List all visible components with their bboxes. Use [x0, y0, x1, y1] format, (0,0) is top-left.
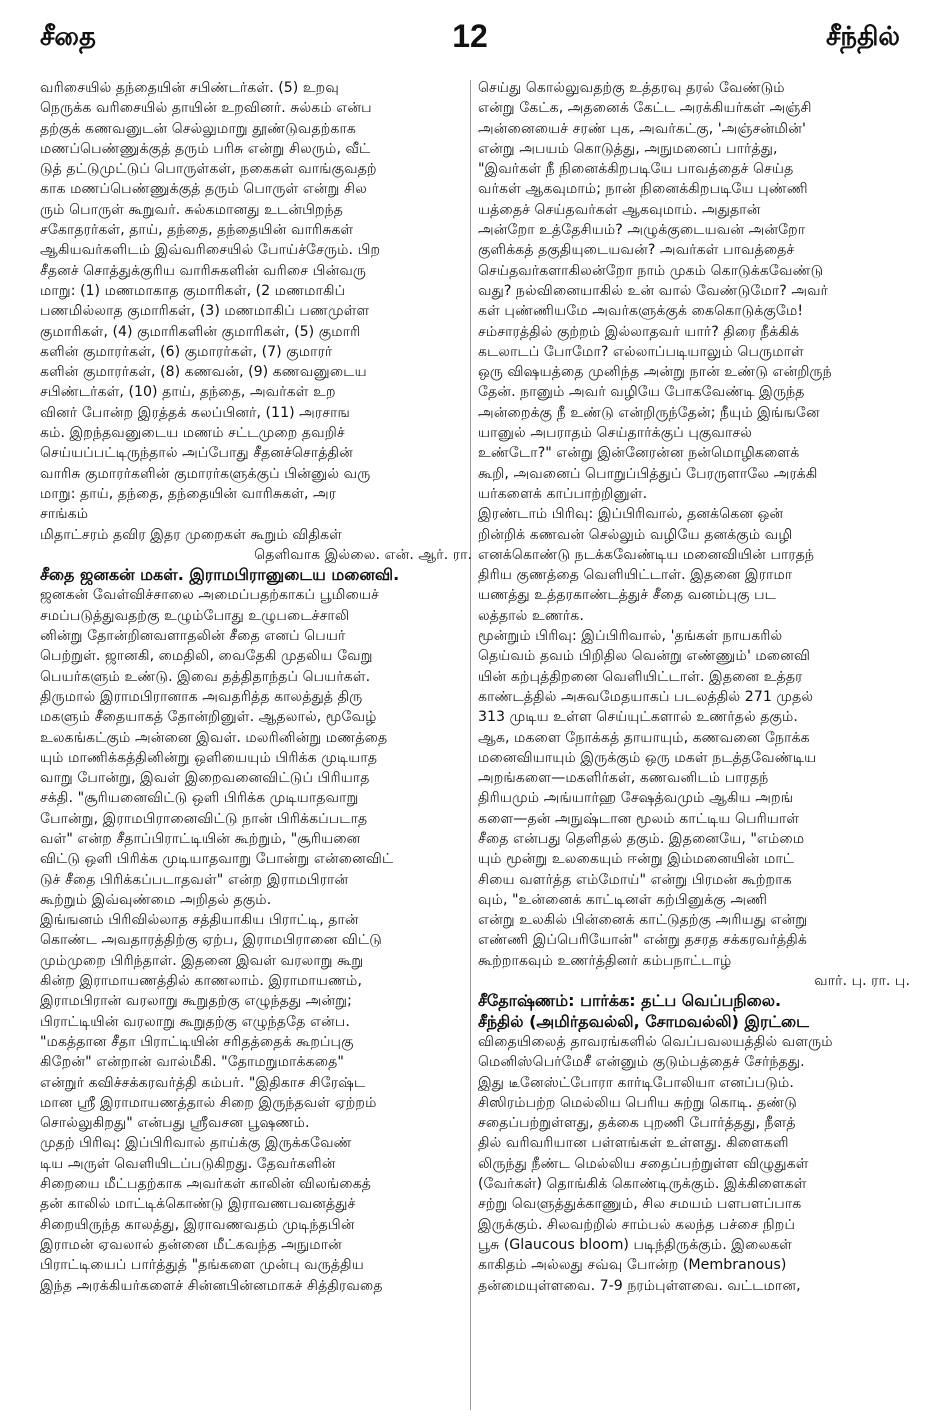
- text-line: மனைவியாயும் இருக்கும் ஒரு மகள் நடத்தவேண்டிய: [478, 749, 817, 766]
- text-line: லிருந்து நீண்ட மெல்லிய சதைப்பற்றுள்ள விழுதுகள்: [478, 1155, 809, 1172]
- text-line: டுத் தட்டுமுட்டுப் பொருள்கள், நகைகள் வாங்குவதற்: [40, 161, 377, 178]
- text-line: யர்களைக் காப்பாற்றினுள்.: [478, 485, 648, 502]
- text-line: நெருக்க வரிசையில் தாயின் உறவினர். சுல்கம் என்ப: [40, 100, 372, 117]
- text-line: சற்று வெளுத்துக்காணும், சில சமயம் பளபளப்பாக: [478, 1196, 802, 1213]
- text-line: "மகத்தான சீதா பிராட்டியின் சரிதத்தைக் கூறப்புகு: [40, 1033, 354, 1050]
- text-line: திருமால் இராமபிரானாக அவதரித்த காலத்துத் திரு: [40, 688, 363, 705]
- text-line: சிஸிரம்பற்ற மெல்லிய பெரிய சுற்று கொடி. தண்டு: [478, 1094, 797, 1111]
- text-line: அன்றைக்கு நீ உண்டு என்றிருந்தேன்; நீயும் இங்ஙனே: [478, 404, 820, 421]
- text-line: தெய்வம் தவம் பிறிதில வென்று எண்ணும்' மனைவி: [478, 648, 811, 665]
- text-line: சொல்லுகிறது" என்பது ஸ்ரீவசன பூஷணம்.: [40, 1115, 310, 1132]
- text-line: எனக்கொண்டு நடக்கவேண்டிய மனைவியின் பாரதந்: [478, 546, 815, 563]
- text-line: அறங்களை—மகளிர்கள், கணவனிடம் பாரதந்: [478, 770, 769, 787]
- text-line: கம். இறந்தவனுடைய மணம் சட்டமுறை தவறிச்: [40, 425, 345, 442]
- running-head-left: சீதை: [40, 22, 96, 52]
- text-line: மணப்பெண்ணுக்குத் தரும் பரிசு என்று சிலரும், வீட்: [40, 140, 371, 157]
- text-line: யின் கற்புத்திறனை வெளியிட்டாள். இதனை உத்தர: [478, 668, 803, 685]
- text-line: காண்டத்தில் அசுவமேதயாகப் படலத்தில் 271 முதல்: [478, 688, 814, 705]
- text-line: யும் மாணிக்கத்தினின்று ஒளியையும் பிரிக்க முடியாத: [40, 749, 378, 766]
- text-line: மெனிஸ்பெர்மேசீ என்னும் குடும்பத்தைச் சேர்ந்தது.: [478, 1054, 805, 1071]
- text-line: னின்று தோன்றினவளாதலின் சீதை எனப் பெயர்: [40, 628, 346, 645]
- text-line: சீதனச் சொத்துக்குரிய வாரிசுகளின் வரிசை பின்வரு: [40, 262, 367, 279]
- text-line: கூற்றும் இவ்வுண்மை அறிதல் தகும்.: [40, 891, 272, 908]
- text-line: என்றுர் கவிச்சக்கரவர்த்தி கம்பர். "இதிகாச சிரேஷ்ட: [40, 1074, 366, 1091]
- text-line: தில் வரிவரியான பள்ளங்கள் உள்ளது. கிளைகளி: [478, 1135, 789, 1152]
- text-line: அன்னையைச் சரண் புக, அவர்கட்கு, 'அஞ்சன்மின்': [478, 120, 806, 137]
- text-line: மாறு: தாய், தந்தை, தந்தையின் வாரிசுகள், அர: [40, 485, 337, 502]
- text-line: கூற்றாகவும் உணர்த்தினர் கம்பநாட்டாழ்: [478, 952, 732, 969]
- text-line: என்று கேட்க, அதனைக் கேட்ட அரக்கியர்கள் அஞ்சி: [478, 100, 812, 117]
- text-line: போன்று, இராமபிரானைவிட்டு நான் பிரிக்கப்படாத: [40, 810, 368, 827]
- page-header: [0, 0, 940, 60]
- text-line: மகளும் சீதையாகத் தோன்றினுள். ஆதலால், மூவேழ்: [40, 709, 377, 726]
- text-line: ரும் பொருள் கூறுவர். சுல்கமானது உடன்பிறந்த: [40, 201, 344, 218]
- text-line: குமாரிகள், (4) குமாரிகளின் குமாரிகள், (5) குமாரி: [40, 323, 361, 340]
- text-line: உலகங்கட்கும் அன்னை இவள். மலரினின்று மணத்தை: [40, 729, 388, 746]
- text-line: காகிதம் அல்லது சவ்வு போன்ற (Membranous): [478, 1257, 787, 1274]
- text-line: சீதை ஜனகன் மகள். இராமபிரானுடைய மனைவி.: [40, 565, 400, 585]
- text-line: காக மணப்பெண்ணுக்குத் தரும் பொருள் என்று சில: [40, 181, 367, 198]
- text-line: பிராட்டியைப் பார்த்துத் "தங்களை முன்பு வருத்திய: [40, 1257, 364, 1274]
- text-line: தேன். நானும் அவர் வழியே போகவேண்டி இருந்த: [478, 384, 805, 401]
- right-column: [478, 78, 910, 1413]
- text-line: திரிய குணத்தை வெளியிட்டாள். இதனை இராமா: [478, 567, 793, 584]
- text-line: சபிண்டர்கள், (10) தாய், தந்தை, அவர்கள் உற: [40, 384, 336, 401]
- text-line: சகோதரர்கள், தாய், தந்தை, தந்தையின் வாரிசுகள்: [40, 222, 354, 239]
- text-line: யணத்து உத்தரகாண்டத்துச் சீதை வனம்புகு பட: [478, 587, 776, 604]
- text-line: கடலாடப் போமோ? எல்லாப்படியாலும் பெருமாள்: [478, 343, 804, 360]
- text-line: பூசு (Glaucous bloom) படிந்திருக்கும். இலைகள்: [478, 1236, 793, 1253]
- text-line: டிய அருள் வெளியிடப்படுகிறது. தேவர்களின்: [40, 1155, 336, 1172]
- text-line: சிறையை மீட்பதற்காக அவர்கள் காலின் விலங்கைத்: [40, 1176, 372, 1193]
- text-line: வினர் போன்ற இரத்தக் கலப்பினர், (11) அரசாங: [40, 404, 350, 421]
- page-number: 12: [452, 18, 488, 54]
- text-line: வும், "உன்னைக் காட்டினள் கற்பினுக்கு அணி: [478, 891, 768, 908]
- text-line: கிறேன்" என்றான் வால்மீகி. "தோமறுமாக்கதை": [40, 1054, 344, 1071]
- text-line: திரியமும் அங்யார்ஹ சேஷத்வமும் ஆகிய அறங்: [478, 790, 794, 807]
- text-line: என்று அபயம் கொடுத்து, அநுமனைப் பார்த்து,: [478, 140, 778, 157]
- text-line: பணமில்லாத குமாரிகள், (3) மணமாகிப் பணமுள்ள: [40, 303, 370, 320]
- text-line: சியை வளர்த்த எம்மோய்" என்று பிரமன் கூற்றாக: [478, 871, 792, 888]
- text-line: சதைப்பற்றுள்ளது, தக்கை புறணி போர்த்தது, நீளத்: [478, 1115, 796, 1132]
- text-line: களை—தன் அநுஷ்டான மூலம் காட்டிய பெரியாள்: [478, 810, 800, 827]
- text-line: இந்த அரக்கியர்களைச் சின்னபின்னமாகச் சித்திரவதை: [40, 1277, 383, 1294]
- text-line: பிராட்டியின் வரலாறு கூறுதற்கு எழுந்ததே என்ப.: [40, 1013, 350, 1030]
- text-line: வாறு போன்று, இவள் இறைவனைவிட்டுப் பிரியாத: [40, 770, 370, 787]
- running-head-right: சீந்தில்: [826, 22, 900, 52]
- text-line: வார். பு. ரா. பு.: [814, 973, 910, 990]
- text-line: சிறையிருந்த காலத்து, இராவணவதம் முடிந்தபின்: [40, 1216, 355, 1233]
- text-line: இராமபிரான் வரலாறு கூறுதற்கு எழுந்தது அன்று;: [40, 993, 352, 1010]
- text-line: கள் புண்ணியமே அவர்களுக்குக் கைகொடுக்குமே!: [478, 303, 804, 320]
- text-line: என்று உலகில் பின்னைக் காட்டுதற்கு அரியது என்று: [478, 912, 808, 929]
- text-line: ஒரு விஷயத்தை முனிந்த அன்று நான் உண்டு என்றிருந்: [478, 364, 832, 381]
- text-line: மிதாட்சரம் தவிர இதர முறைகள் கூறும் விதிகள்: [40, 526, 343, 543]
- text-line: ஆக, மகளை நோக்கத் தாயாயும், கணவனை நோக்க: [478, 729, 810, 746]
- text-line: வாரிசு குமாரர்களின் குமாரர்களுக்குப் பின்னுல் வரு: [40, 465, 371, 482]
- text-line: றின்றிக் கணவன் செல்லும் வழியே தனக்கும் வழி: [478, 526, 793, 543]
- text-line: தன் காலில் மாட்டிக்கொண்டு இராவணபவனத்துச்: [40, 1196, 356, 1213]
- text-line: எண்ணி இப்பெரியோன்" என்று தசரத சக்கரவர்த்திக்: [478, 932, 807, 949]
- text-line: சக்தி. "சூரியனைவிட்டு ஒளி பிரிக்க முடியாதவாறு: [40, 790, 359, 807]
- text-line: யானுல் அபராதம் செய்தார்க்குப் புகுவாசல்: [478, 425, 753, 442]
- text-line: டுச் சீதை பிரிக்கப்படாதவள்" என்ற இராமபிரான்: [40, 871, 349, 888]
- text-line: யத்தைச் செய்தவர்கள் ஆகவுமாம். அதுதான்: [478, 201, 761, 218]
- text-line: சீதோஷ்ணம்: பார்க்க: தட்ப வெப்பநிலை.: [478, 991, 782, 1011]
- text-line: களின் குமாரர்கள், (6) குமாரர்கள், (7) குமாரர்: [40, 343, 333, 360]
- text-line: தற்குக் கணவனுடன் செல்லுமாறு தூண்டுவதற்காக: [40, 120, 356, 137]
- text-line: ஜனகன் வேள்விச்சாலை அமைப்பதற்காகப் பூமியைச்: [40, 587, 380, 604]
- text-line: வர்கள் ஆகவுமாம்; நான் நினைக்கிறபடியே புண்ணி: [478, 181, 808, 198]
- text-line: கூறி, அவனைப் பொறுப்பித்துப் பேரருளாலே அரக்கி: [478, 465, 818, 482]
- text-line: கொண்ட அவதாரத்திற்கு ஏற்ப, இராமபிரானை விட்டு: [40, 932, 382, 949]
- text-line: சமப்படுத்துவதற்கு உழும்போது உழுபடைச்சாலி: [40, 607, 350, 624]
- text-line: மான ஸ்ரீ இராமாயணத்தால் சிறை இருந்தவள் ஏற்றம்: [40, 1094, 377, 1111]
- text-line: மும்முறை பிரிந்தாள். இதனை இவள் வரலாறு கூறு: [40, 952, 364, 969]
- text-line: 313 முடிய உள்ள செய்யுட்களால் உணர்தல் தகும்.: [478, 709, 798, 726]
- text-line: இரண்டாம் பிரிவு: இப்பிரிவால், தனக்கென ஒன்: [478, 506, 784, 523]
- text-line: செய்து கொல்லுவதற்கு உத்தரவு தரல் வேண்டும்: [478, 80, 785, 96]
- text-line: மாறு: (1) மணமாகாத குமாரிகள், (2 மணமாகிப்: [40, 282, 346, 299]
- text-line: இராமன் ஏவலால் தன்னை மீட்கவந்த அநுமான்: [40, 1236, 342, 1253]
- text-line: வள்" என்ற சீதாப்பிராட்டியின் கூற்றும், "சூரியனை: [40, 830, 361, 847]
- text-line: களின் குமாரர்கள், (8) கணவன், (9) கணவனுடைய: [40, 364, 367, 381]
- text-line: விட்டு ஒளி பிரிக்க முடியாதவாறு போன்று என்னைவிட்: [40, 851, 394, 868]
- text-line: அன்றோ உத்தேசியம்? அழுக்குடையவன் அன்றோ: [478, 222, 806, 239]
- text-line: முதற் பிரிவு: இப்பிரிவால் தாய்க்கு இருக்கவேண்: [40, 1135, 352, 1152]
- text-line: இருக்கும். சிலவற்றில் சாம்பல் கலந்த பச்சை நிறப்: [478, 1216, 796, 1233]
- text-line: விதையிலைத் தாவரங்களில் வெப்பவலயத்தில் வளரும்: [478, 1033, 833, 1050]
- text-line: தன்மையுள்ளவை. 7-9 நரம்புள்ளவை. வட்டமான,: [478, 1277, 801, 1294]
- left-column: [40, 78, 472, 1413]
- text-line: பெயர்களும் உண்டு. இவை தத்திதாந்தப் பெயர்கள்.: [40, 668, 371, 685]
- text-line: பெற்றுள். ஜானகி, மைதிலி, வைதேகி முதலிய வேறு: [40, 648, 373, 665]
- text-line: செய்தவர்களாகிலன்றோ நாம் முகம் கொடுக்கவேண்டு: [478, 262, 824, 279]
- text-line: லத்தால் உணர்க.: [478, 607, 584, 624]
- text-line: சாங்கம்: [40, 506, 89, 523]
- text-line: வது? நல்வினையாகில் உன் வால் வேண்டுமோ? அவர்: [478, 282, 829, 299]
- text-line: இங்ஙனம் பிரிவில்லாத சத்தியாகிய பிராட்டி, தான்: [40, 912, 359, 929]
- text-line: இது டீனேஸ்ட்போரா கார்டிபோலியா எனப்படும்.: [478, 1074, 794, 1091]
- text-line: (வேர்கள்) தொங்கிக் கொண்டிருக்கும். இக்கிளைகள்: [478, 1176, 807, 1193]
- text-line: "இவர்கள் நீ நினைக்கிறபடியே பாவத்தைச் செய்த: [478, 161, 794, 178]
- text-line: ஆகியவர்களிடம் இவ்வரிசையில் போய்ச்சேரும். பிற: [40, 242, 381, 259]
- text-line: கின்ற இராமாயணத்தில் காணலாம். இராமாயணம்,: [40, 973, 362, 990]
- text-line: வரிசையில் தந்தையின் சபிண்டர்கள். (5) உறவு: [40, 80, 339, 96]
- text-line: யும் மூன்று உலகையும் ஈன்று இம்மனையின் மாட்: [478, 851, 795, 868]
- text-line: செய்யப்பட்டிருந்தால் அப்போது சீதனச்சொத்தின்: [40, 445, 353, 462]
- text-line: குளிக்கத் தகுதியுடையவன்? அவர்கள் பாவத்தைச்: [478, 242, 795, 259]
- text-line: மூன்றும் பிரிவு: இப்பிரிவால், 'தங்கள் நாயகரில்: [478, 628, 783, 645]
- text-line: தெளிவாக இல்லை. என். ஆர். ரா.: [254, 546, 472, 563]
- text-line: உண்டோ?" என்று இன்னேரன்ன நன்மொழிகளைக்: [478, 445, 800, 462]
- text-line: சம்சாரத்தில் குற்றம் இல்லாதவர் யார்? திரை நீக்கிக்: [478, 323, 800, 340]
- text-line: சீந்தில் (அமிர்தவல்லி, சோமவல்லி) இரட்டை: [478, 1011, 809, 1031]
- text-line: சீதை என்பது தெளிதல் தகும். இதனையே, "எம்மை: [478, 830, 805, 847]
